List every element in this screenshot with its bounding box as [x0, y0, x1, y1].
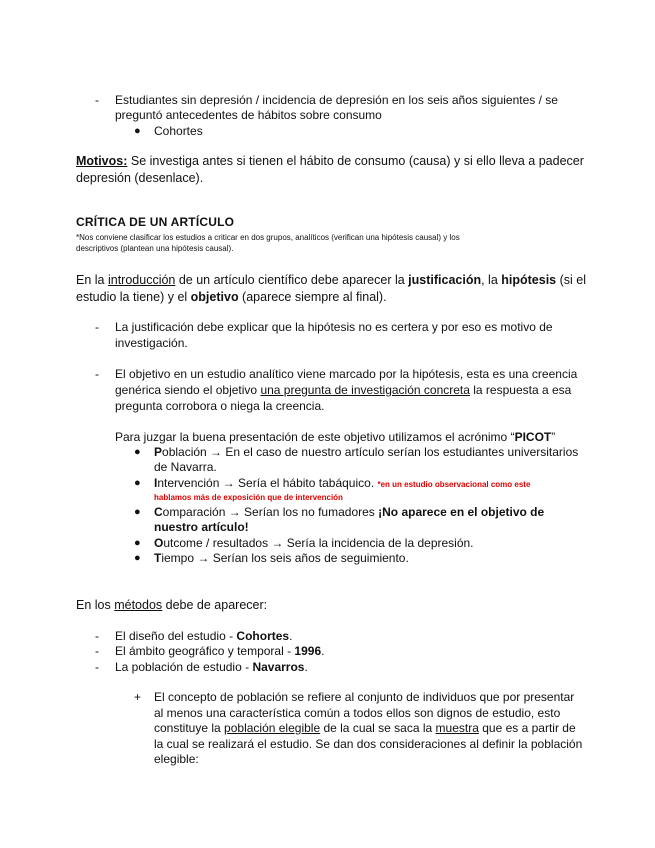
text-run: la respuesta a esa	[469, 383, 572, 397]
text-run: El ámbito geográfico y temporal -	[115, 644, 295, 658]
picot-item-c-cont: nuestro artículo!	[154, 520, 249, 534]
dash-bullet: -	[95, 367, 99, 381]
note-line: *Nos conviene clasificar los estudios a criticar en dos grupos, analíticos (verifican una hipótesis causal) y los	[76, 233, 460, 242]
picot-letter: C	[154, 505, 163, 519]
motivos-label: Motivos:	[76, 154, 128, 168]
picot-item-t	[154, 551, 409, 566]
picot-item-o	[154, 536, 474, 551]
round-bullet: ●	[134, 125, 141, 137]
text-run: .	[304, 660, 308, 674]
list-item-line: al menos una característica común a todos ellos son dignos de estudio, esto	[154, 706, 561, 720]
paragraph-line	[76, 597, 267, 614]
text-run: ntervención → Sería el hábito tabáquico.	[157, 476, 378, 490]
list-item-line	[115, 644, 324, 659]
text-run: constituye la	[154, 721, 225, 735]
note-line: descriptivos (plantean una hipótesis causal).	[76, 244, 234, 253]
text-run: (si el	[556, 273, 587, 287]
round-bullet: ●	[134, 446, 141, 458]
list-item-line: El objetivo en un estudio analítico viene marcado por la hipótesis, esta es una creencia	[115, 367, 578, 381]
text-run-bold: PICOT	[514, 430, 552, 444]
text-run: ”	[551, 430, 556, 444]
list-item-line	[154, 721, 576, 736]
text-run: En los	[76, 598, 115, 612]
list-item-line: La justificación debe explicar que la hipótesis no es certera y por eso es motivo de	[115, 320, 553, 334]
picot-item-p-cont: de Navarra.	[154, 460, 217, 474]
picot-item-p	[154, 445, 578, 460]
dash-bullet: -	[95, 644, 99, 658]
text-run: de la cual se saca la	[320, 721, 436, 735]
text-run: , la	[481, 273, 502, 287]
list-item-line	[115, 383, 571, 398]
picot-letter: P	[154, 445, 163, 459]
list-item-line	[115, 660, 308, 675]
dash-bullet: -	[95, 629, 99, 643]
picot-item-i	[154, 476, 530, 492]
section-title: CRÍTICA DE UN ARTÍCULO	[76, 215, 235, 229]
text-run: utcome / resultados → Sería la incidencia de la depresión.	[163, 536, 474, 550]
text-run-underlined: población elegible	[224, 721, 321, 735]
red-annotation-line: hablamos más de exposición que de intervención	[154, 493, 343, 502]
text-run-underlined: introducción	[107, 273, 176, 287]
paragraph-line	[76, 153, 584, 170]
text-run-bold: justificación	[408, 273, 482, 287]
text-run-bold: Cohortes	[236, 629, 290, 643]
text-run: debe de aparecer:	[162, 598, 268, 612]
dash-bullet: -	[95, 320, 99, 334]
picot-item-c	[154, 505, 544, 520]
list-item-line: pregunta corrobora o niega la creencia.	[115, 399, 325, 413]
text-run-bold: Navarros	[252, 660, 305, 674]
text-run: genérica siendo el objetivo	[115, 383, 261, 397]
picot-letter: I	[154, 476, 158, 490]
plus-bullet: +	[134, 690, 142, 704]
text-run: Para juzgar la buena presentación de este objetivo utilizamos el acrónimo “	[115, 430, 515, 444]
round-bullet: ●	[134, 552, 141, 564]
paragraph-line	[76, 272, 586, 289]
dash-bullet: -	[95, 93, 99, 107]
text-run: .	[321, 644, 325, 658]
text-run-bold: objetivo	[190, 290, 239, 304]
text-run-underlined: una pregunta de investigación concreta	[260, 383, 470, 397]
list-item-line: preguntó antecedentes de hábitos sobre consumo	[115, 108, 382, 122]
list-item-line: Estudiantes sin depresión / incidencia de depresión en los seis años siguientes / se	[115, 93, 558, 107]
list-item-line: investigación.	[115, 336, 188, 350]
text-run: La población de estudio -	[115, 660, 253, 674]
text-run: (aparece siempre al final).	[238, 290, 387, 304]
list-item-line: El concepto de población se refiere al conjunto de individuos que por presentar	[154, 690, 575, 704]
text-run: que es a partir de	[478, 721, 576, 735]
text-run: de un artículo científico debe aparecer la	[175, 273, 409, 287]
round-bullet: ●	[134, 506, 141, 518]
paragraph-line: depresión (desenlace).	[76, 171, 204, 185]
list-item-line: Cohortes	[154, 124, 203, 138]
text-run: .	[289, 629, 293, 643]
text-run: estudio la tiene) y el	[76, 290, 191, 304]
text-run: En la	[76, 273, 108, 287]
red-annotation: *en un estudio observacional como este	[377, 480, 531, 489]
text-run-bold: ¡No aparece en el objetivo de	[378, 505, 545, 519]
list-item-line	[115, 629, 292, 644]
picot-letter: T	[154, 551, 162, 565]
round-bullet: ●	[134, 477, 141, 489]
round-bullet: ●	[134, 537, 141, 549]
text-run-bold: 1996	[294, 644, 322, 658]
list-item-line: la cual se realizará el estudio. Se dan dos consideraciones al definir la población	[154, 737, 583, 751]
motivos-text: Se investiga antes si tienen el hábito de consumo (causa) y si ello lleva a padecer	[127, 154, 584, 168]
picot-intro	[115, 430, 555, 445]
dash-bullet: -	[95, 660, 99, 674]
text-run: omparación → Serían los no fumadores	[162, 505, 379, 519]
text-run: oblación → En el caso de nuestro artículo serían los estudiantes universitarios	[162, 445, 579, 459]
text-run-bold: hipótesis	[501, 273, 557, 287]
text-run-underlined: métodos	[114, 598, 163, 612]
text-run: El diseño del estudio -	[115, 629, 237, 643]
paragraph-line	[76, 289, 387, 306]
text-run-underlined: muestra	[435, 721, 479, 735]
list-item-line: elegible:	[154, 752, 199, 766]
text-run: iempo → Serían los seis años de seguimiento.	[161, 551, 409, 565]
picot-letter: O	[154, 536, 164, 550]
